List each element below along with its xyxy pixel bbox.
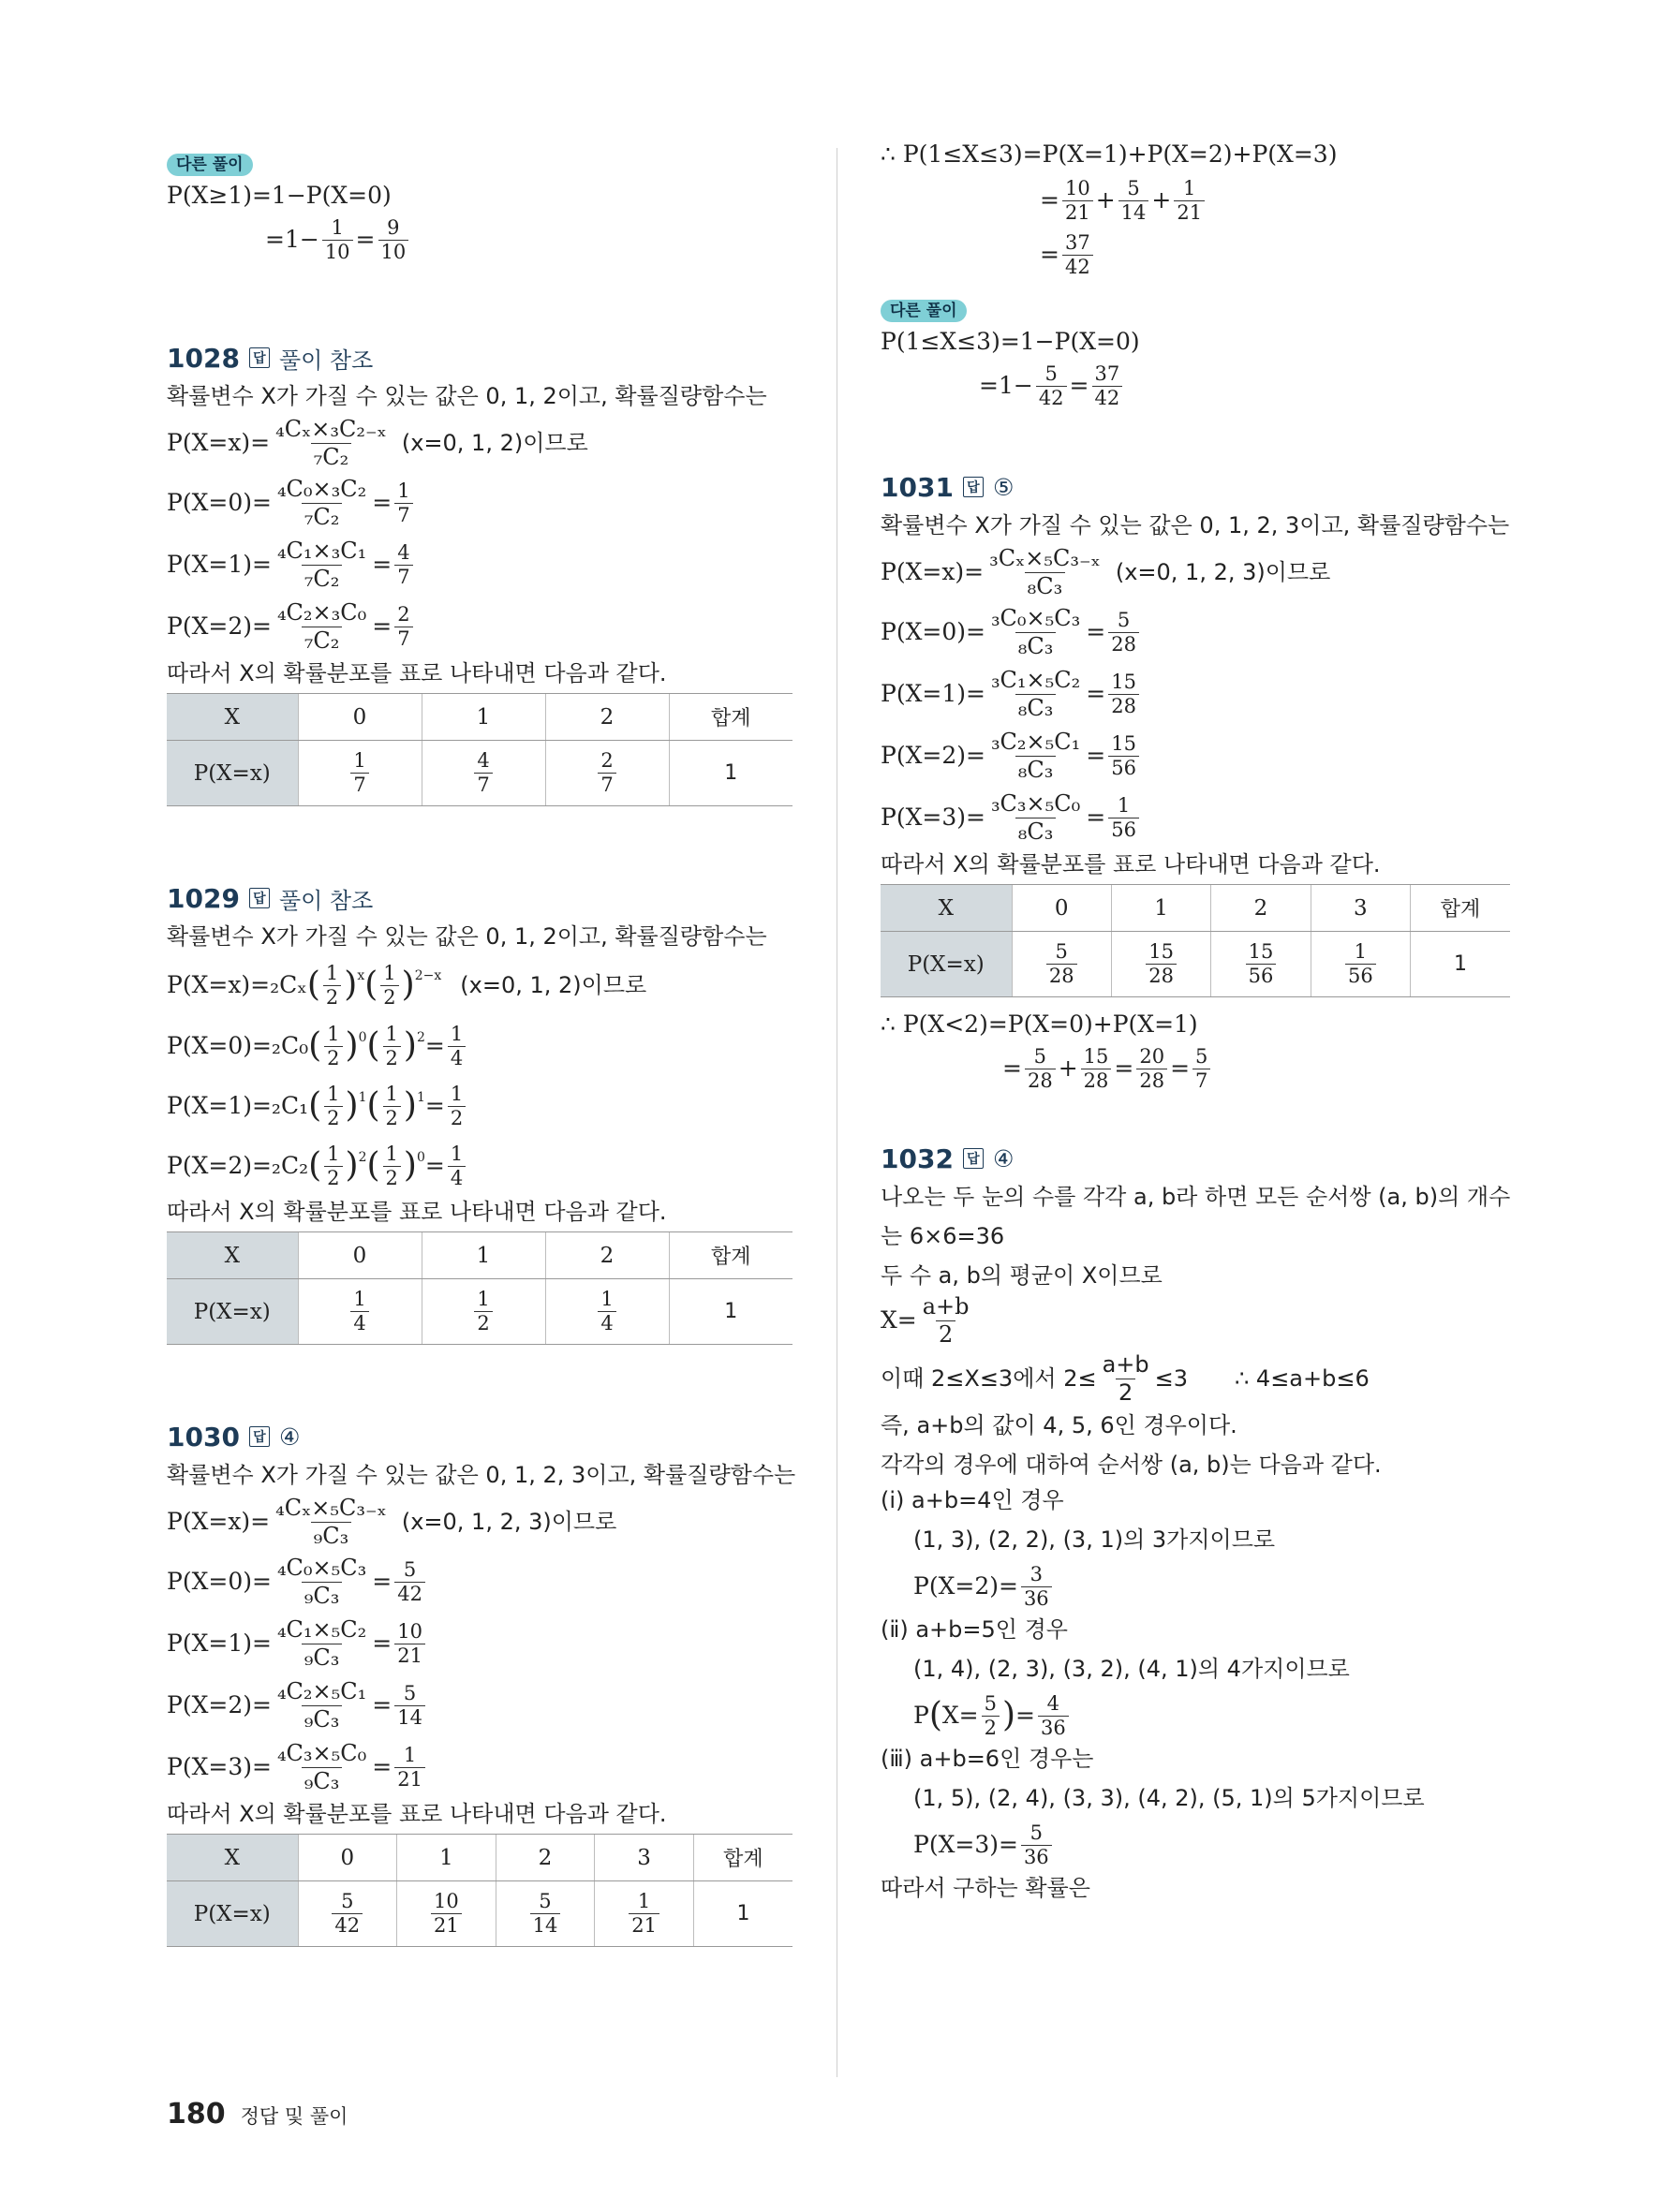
range-line: 이때 2≤X≤3에서 2≤ $\frac{a+b}{2}$ ≤3 ∴ 4≤a+b≤6 [881,1350,1370,1406]
prob-row: P(X=2)= $\frac{\text{₃C₂×₅C₁}}{\text{₈C₃}}$ = $\frac{15}{56}$ [881,729,1510,783]
conclusion-text: 따라서 X의 확률분포를 표로 나타내면 다음과 같다. [881,851,1381,877]
alt-solution-1027 [167,154,792,264]
table-value-cell: $\frac{15}{28}$ [1111,932,1210,997]
table-value-cell: $\frac{4}{7}$ [422,741,545,806]
table-header-cell: 0 [1012,885,1111,932]
intro-text: 확률변수 X가 가질 수 있는 값은 0, 1, 2이고, 확률질량함수는 [167,923,767,950]
distribution-table [167,1231,792,1345]
distribution-table [881,884,1510,997]
conclusion-text: 따라서 X의 확률분포를 표로 나타내면 다음과 같다. [167,660,667,686]
problem-header [881,1140,1510,1177]
table-value-cell: $\frac{15}{56}$ [1211,932,1311,997]
table-header-cell: 합계 [693,1835,792,1881]
prob-row: P(X=1)=₂C₁ ( $\frac{1}{2}$ ) $^1$ ( $\frac{1}{2}$ ) $^1$ = $\frac{1}{2}$ [167,1080,792,1132]
intro-text: 확률변수 X가 가질 수 있는 값은 0, 1, 2이고, 확률질량함수는 [167,383,767,409]
prob-row: P(X=0)= $\frac{\text{₄C₀×₃C₂}}{\text{₇C₂}}$ = $\frac{1}{7}$ [167,476,792,530]
distribution-table [167,693,792,806]
case-2: (ⅱ) a+b=5인 경우 [881,1616,1068,1643]
table-value-cell: $\frac{1}{7}$ [298,741,422,806]
text-line: 따라서 구하는 확률은 [881,1875,1090,1901]
table-header-cell: X [167,1232,298,1279]
prob-row: P(X=2)= $\frac{\text{₄C₂×₃C₀}}{\text{₇C₂}}$ = $\frac{2}{7}$ [167,599,792,654]
problem-1030-continued [881,140,1510,410]
problem-number: 1028 [167,342,240,374]
table-sum-cell: 1 [669,741,792,806]
prob-row: P(X=0)= $\frac{\text{₄C₀×₅C₃}}{\text{₉C₃}}$ = $\frac{5}{42}$ [167,1555,792,1609]
answer-icon: 답 [963,477,984,497]
case-1-prob: P(X=2)= $\frac{3}{36}$ [881,1561,1510,1612]
answer-icon: 답 [249,1426,270,1447]
table-sum-cell: 1 [693,1881,792,1947]
page-footer [167,2098,348,2131]
table-header-cell: 0 [298,694,422,741]
case-3: (ⅲ) a+b=6인 경우는 [881,1746,1094,1772]
pmf-formula: P(X=x)= $\frac{\text{₃Cₓ×₅C₃₋ₓ}}{\text{₈C₃}}$ (x=0, 1, 2, 3)이므로 [881,544,1331,599]
table-header-cell: 0 [298,1835,397,1881]
prob-row: P(X=1)= $\frac{\text{₄C₁×₅C₂}}{\text{₉C₃}}$ = $\frac{10}{21}$ [167,1616,792,1671]
table-header-cell: 2 [545,1232,669,1279]
table-value-cell: $\frac{5}{14}$ [496,1881,595,1947]
problem-1032 [881,1140,1510,1902]
table-row-label: P(X=x) [167,741,298,806]
case-1-pairs: (1, 3), (2, 2), (3, 1)의 3가지이므로 [913,1526,1276,1553]
table-value-cell: $\frac{5}{28}$ [1012,932,1111,997]
table-value-cell: $\frac{5}{42}$ [298,1881,397,1947]
table-header-cell: 2 [1211,885,1311,932]
intro-text: 확률변수 X가 가질 수 있는 값은 0, 1, 2, 3이고, 확률질량함수는 [167,1462,796,1488]
table-header-cell: X [167,1835,298,1881]
case-2-prob: P ( X= $\frac{5}{2}$ ) = $\frac{4}{36}$ [881,1690,1510,1741]
sum-line: ∴ P(1≤X≤3)=P(X=1)+P(X=2)+P(X=3) [881,140,1338,168]
answer-text: 풀이 참조 [278,347,374,374]
prob-row: P(X=3)= $\frac{\text{₃C₃×₅C₀}}{\text{₈C₃}}$ = $\frac{1}{56}$ [881,790,1510,845]
problem-1031 [881,468,1510,1093]
table-value-cell: $\frac{1}{21}$ [595,1881,694,1947]
problem-header [167,339,792,376]
table-header-cell: 3 [1311,885,1410,932]
answer-text: 풀이 참조 [278,887,374,914]
conclusion-text: 따라서 X의 확률분포를 표로 나타내면 다음과 같다. [167,1199,667,1225]
problem-number: 1029 [167,882,240,914]
text-line: 각각의 경우에 대하여 순서쌍 (a, b)는 다음과 같다. [881,1452,1382,1478]
table-value-cell: $\frac{2}{7}$ [545,741,669,806]
answer-choice: ④ [992,1144,1015,1172]
sum-line-2: = $\frac{10}{21}$ + $\frac{5}{14}$ + $\frac{1}{21}$ [881,176,1510,225]
answer-icon: 답 [249,888,270,908]
pmf-formula: P(X=x)=₂Cₓ ( $\frac{1}{2}$ ) $^x$ ( $\frac{1}{2}$ ) $^{2-x}$ (x=0, 1, 2)이므로 [167,961,647,1009]
table-header-cell: 3 [595,1835,694,1881]
text-line: 는 6×6=36 [881,1223,1005,1249]
alt-line-2: =1− $\frac{5}{42}$ = $\frac{37}{42}$ [881,361,1510,410]
text-line: 두 수 a, b의 평균이 X이므로 [881,1262,1163,1289]
case-2-pairs: (1, 4), (2, 3), (3, 2), (4, 1)의 4가지이므로 [913,1656,1350,1682]
prob-row: P(X=1)= $\frac{\text{₃C₁×₅C₂}}{\text{₈C₃}}$ = $\frac{15}{28}$ [881,667,1510,721]
problem-number: 1032 [881,1143,954,1174]
alt-solution-badge: 다른 풀이 [881,300,967,322]
prob-row: P(X=1)= $\frac{\text{₄C₁×₃C₁}}{\text{₇C₂}}$ = $\frac{4}{7}$ [167,538,792,592]
table-header-cell: X [167,694,298,741]
left-column [167,140,796,1947]
problem-number: 1030 [167,1421,240,1453]
prob-row: P(X=0)= $\frac{\text{₃C₀×₅C₃}}{\text{₈C₃}}$ = $\frac{5}{28}$ [881,605,1510,659]
case-1: (ⅰ) a+b=4인 경우 [881,1487,1064,1513]
intro-text: 확률변수 X가 가질 수 있는 값은 0, 1, 2, 3이고, 확률질량함수는 [881,512,1510,538]
problem-1029 [167,879,792,1345]
conclusion-text: 따라서 X의 확률분포를 표로 나타내면 다음과 같다. [167,1801,667,1827]
table-value-cell: $\frac{1}{4}$ [545,1279,669,1345]
answer-choice: ④ [278,1423,301,1451]
table-value-cell: $\frac{10}{21}$ [397,1881,496,1947]
table-header-cell: 2 [496,1835,595,1881]
table-header-cell: 합계 [669,694,792,741]
alt-line-1: P(X≥1)=1−P(X=0) [167,182,392,209]
table-header-cell: 합계 [669,1232,792,1279]
result-line-2: = $\frac{5}{28}$ + $\frac{15}{28}$ = $\frac{20}{28}$ = $\frac{5}{7}$ [881,1044,1510,1093]
alt-line-2: =1− $\frac{1}{10}$ = $\frac{9}{10}$ [167,215,792,264]
table-sum-cell: 1 [669,1279,792,1345]
problem-number: 1031 [881,471,954,503]
prob-row: P(X=0)=₂C₀ ( $\frac{1}{2}$ ) $^0$ ( $\frac{1}{2}$ ) $^2$ = $\frac{1}{4}$ [167,1020,792,1072]
table-header-cell: 2 [545,694,669,741]
table-header-cell: 1 [397,1835,496,1881]
case-3-pairs: (1, 5), (2, 4), (3, 3), (4, 2), (5, 1)의 5가지이므로 [913,1785,1425,1811]
alt-solution-badge: 다른 풀이 [167,154,253,176]
table-row-label: P(X=x) [167,1279,298,1345]
table-header-cell: X [881,885,1012,932]
right-column [881,140,1510,1902]
pmf-formula: P(X=x)= $\frac{\text{₄Cₓ×₅C₃₋ₓ}}{\text{₉C₃}}$ (x=0, 1, 2, 3)이므로 [167,1494,617,1549]
answer-icon: 답 [963,1148,984,1169]
problem-header [881,468,1510,506]
problem-header [167,879,792,917]
prob-row: P(X=2)= $\frac{\text{₄C₂×₅C₁}}{\text{₉C₃}}$ = $\frac{5}{14}$ [167,1678,792,1733]
table-sum-cell: 1 [1411,932,1510,997]
result-line-1: ∴ P(X<2)=P(X=0)+P(X=1) [881,1010,1198,1038]
table-header-cell: 0 [298,1232,422,1279]
table-row-label: P(X=x) [881,932,1012,997]
problem-1030 [167,1418,796,1947]
table-value-cell: $\frac{1}{56}$ [1311,932,1410,997]
prob-row: P(X=2)=₂C₂ ( $\frac{1}{2}$ ) $^2$ ( $\frac{1}{2}$ ) $^0$ = $\frac{1}{4}$ [167,1140,792,1192]
table-header-cell: 1 [422,1232,545,1279]
alt-line-1: P(1≤X≤3)=1−P(X=0) [881,328,1140,355]
case-3-prob: P(X=3)= $\frac{5}{36}$ [881,1820,1510,1870]
answer-choice: ⑤ [992,473,1015,501]
text-line: 즉, a+b의 값이 4, 5, 6인 경우이다. [881,1412,1237,1438]
distribution-table [167,1834,792,1947]
prob-row: P(X=3)= $\frac{\text{₄C₃×₅C₀}}{\text{₉C₃}}$ = $\frac{1}{21}$ [167,1740,792,1794]
answer-icon: 답 [249,347,270,368]
table-value-cell: $\frac{1}{2}$ [422,1279,545,1345]
table-header-cell: 합계 [1411,885,1510,932]
problem-header [167,1418,792,1455]
text-line: 나오는 두 눈의 수를 각각 a, b라 하면 모든 순서쌍 (a, b)의 개수 [881,1184,1511,1210]
pmf-formula: P(X=x)= $\frac{\text{₄Cₓ×₃C₂₋ₓ}}{\text{₇C₂}}$ (x=0, 1, 2)이므로 [167,415,588,470]
table-header-cell: 1 [1111,885,1210,932]
table-value-cell: $\frac{1}{4}$ [298,1279,422,1345]
mean-formula: X= $\frac{a+b}{2}$ [881,1292,970,1348]
table-row-label: P(X=x) [167,1881,298,1947]
table-header-cell: 1 [422,694,545,741]
page-label: 정답 및 풀이 [240,2105,348,2128]
problem-1028 [167,339,792,806]
page-number: 180 [167,2098,226,2131]
sum-line-3: = $\frac{37}{42}$ [881,230,1510,279]
